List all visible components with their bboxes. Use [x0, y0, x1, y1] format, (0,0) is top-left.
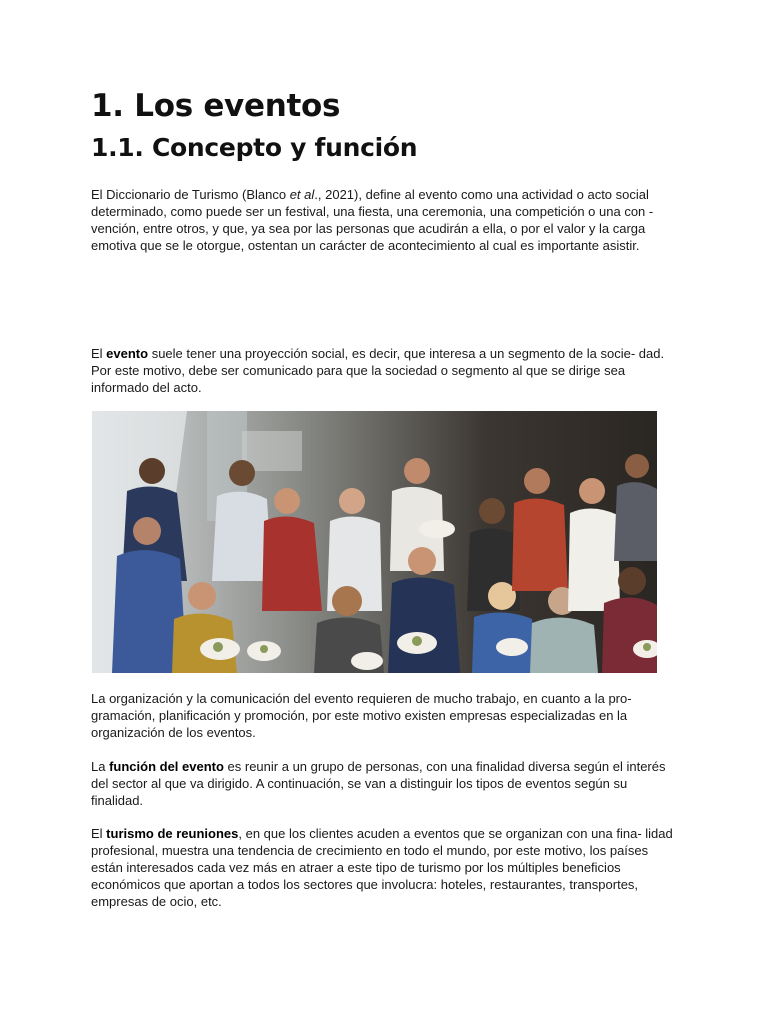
paragraph-organization: La organización y la comunicación del evento requieren de mucho trabajo, en cuanto a la pro- gramación, planificación y promoción, por este motivo existen empresas especializadas en la organización de los eventos. — [91, 691, 632, 740]
paragraph-definition — [91, 186, 681, 254]
paragraph-text: , en que los clientes acuden a eventos que se organizan con una fina- lidad profesional, muestra una tendencia de crecimiento en todo el mundo, por este motivo, los países están interesados cada vez más en atraer a este tipo de turismo por los múltiples beneficios económicos que aportan a todos los sectores que involucra: hoteles, restaurantes, transportes, empresas de ocio, etc. — [91, 826, 673, 909]
paragraph-social-projection — [91, 345, 681, 396]
paragraph-meetings-tourism — [91, 825, 681, 910]
subsection-heading: 1.1. Concepto y función — [91, 133, 418, 162]
paragraph-text: es reunir a un grupo de personas, con una finalidad diversa según el interés del sector al que va dirigido. A continuación, se van a distinguir los tipos de eventos según su finalidad. — [91, 759, 666, 808]
paragraph-text: El — [91, 346, 107, 361]
section-heading: 1. Los eventos — [91, 88, 341, 124]
italic-citation: et al — [289, 187, 315, 202]
bold-term: evento — [106, 346, 149, 361]
paragraph-text: ., 2021), define al evento como una actividad o acto social determinado, como puede ser un festival, una fiesta, una ceremonia, una competición o una con - vención, entre otros, y que, ya sea por las personas que acudirán a ella, o por el valor y la carga emotiva que se le otorgue, ostentan un carácter de acontecimiento al cual es importante asistir. — [91, 187, 654, 253]
paragraph-text: El — [91, 826, 107, 841]
paragraph-text: suele tener una proyección social, es decir, que interesa a un segmento de la socie- dad. Por este motivo, debe ser comunicado para que la sociedad o segmento al que se dirige sea informado del acto. — [91, 346, 665, 395]
event-crowd-photo — [92, 411, 657, 673]
paragraph-event-function — [91, 758, 681, 809]
paragraph-text: El Diccionario de Turismo (Blanco — [91, 187, 290, 202]
bold-term: función del evento — [109, 759, 224, 774]
bold-term: turismo de reuniones — [106, 826, 239, 841]
paragraph-text: La — [91, 759, 110, 774]
